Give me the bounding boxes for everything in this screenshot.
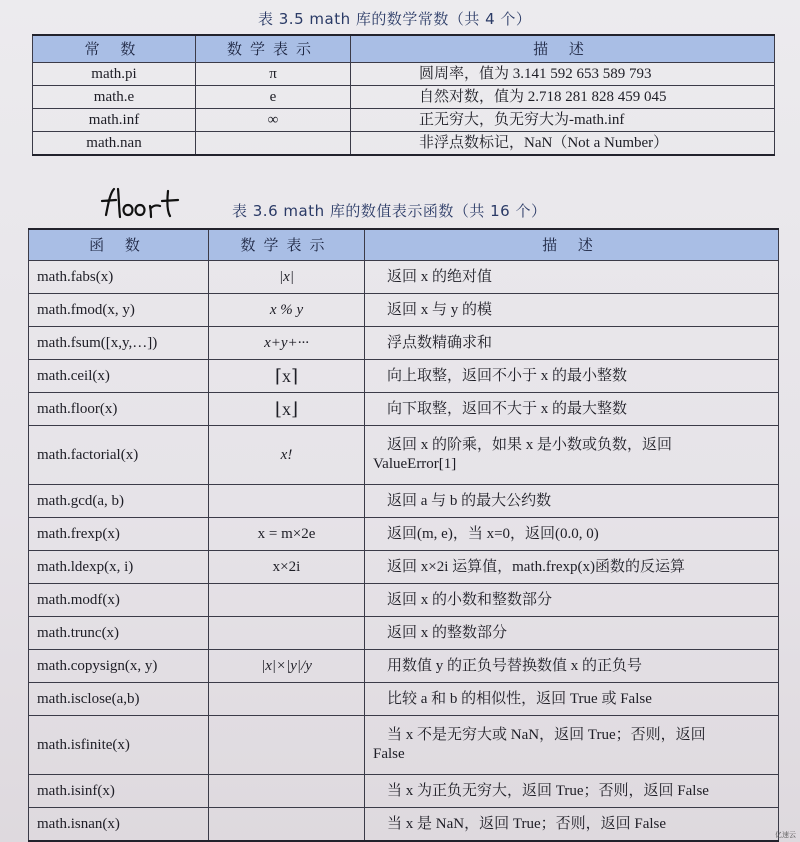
- function-description: 返回 x 的小数和整数部分: [365, 584, 779, 617]
- function-symbol: [209, 485, 365, 518]
- table1-caption: 表 3.5 math 库的数学常数（共 4 个）: [258, 10, 532, 28]
- function-symbol: [209, 617, 365, 650]
- table-row: [29, 294, 779, 327]
- constant-description: 非浮点数标记，NaN（Not a Number）: [351, 132, 775, 156]
- function-name: math.isinf(x): [29, 775, 209, 808]
- header-function: 函 数: [29, 229, 209, 261]
- function-name: math.floor(x): [29, 393, 209, 426]
- table-row: [29, 551, 779, 584]
- table-row: [29, 393, 779, 426]
- description-line-2: False: [373, 746, 405, 762]
- function-description: 浮点数精确求和: [365, 327, 779, 360]
- function-description: 向下取整，返回不大于 x 的最大整数: [365, 393, 779, 426]
- function-symbol: ⌈x⌉: [209, 360, 365, 393]
- table-row: [29, 261, 779, 294]
- function-description: 返回 a 与 b 的最大公约数: [365, 485, 779, 518]
- table-row: [29, 518, 779, 551]
- function-name: math.isnan(x): [29, 808, 209, 842]
- function-name: math.copysign(x, y): [29, 650, 209, 683]
- function-description: 用数值 y 的正负号替换数值 x 的正负号: [365, 650, 779, 683]
- table-row: [29, 485, 779, 518]
- function-symbol: [209, 584, 365, 617]
- abs-x-symbol: |x|: [279, 268, 294, 285]
- function-symbol: x % y: [209, 294, 365, 327]
- function-description: [365, 716, 779, 775]
- constant-name: math.inf: [33, 109, 196, 132]
- constant-name: math.pi: [33, 63, 196, 86]
- function-symbol: [209, 808, 365, 842]
- function-description: 返回 x 的整数部分: [365, 617, 779, 650]
- constant-name: math.nan: [33, 132, 196, 156]
- table-row: [29, 584, 779, 617]
- function-description: 当 x 是 NaN，返回 True；否则，返回 False: [365, 808, 779, 842]
- function-name: math.trunc(x): [29, 617, 209, 650]
- function-symbol: [209, 775, 365, 808]
- functions-table: [28, 228, 779, 842]
- function-name: math.factorial(x): [29, 426, 209, 485]
- header-description: 描 述: [365, 229, 779, 261]
- function-symbol: x×2i: [209, 551, 365, 584]
- constants-table: [32, 34, 775, 156]
- function-name: math.fmod(x, y): [29, 294, 209, 327]
- header-constant: 常 数: [33, 35, 196, 63]
- table2-caption: 表 3.6 math 库的数值表示函数（共 16 个）: [232, 202, 547, 220]
- table-row: [33, 132, 775, 156]
- constant-description: 正无穷大，负无穷大为-math.inf: [351, 109, 775, 132]
- table-row: [29, 327, 779, 360]
- table-row: [29, 683, 779, 716]
- table-header-row: [33, 35, 775, 63]
- table-row: [33, 86, 775, 109]
- header-math-notation: 数学表示: [196, 35, 351, 63]
- function-symbol: [209, 683, 365, 716]
- function-name: math.modf(x): [29, 584, 209, 617]
- function-description: 返回(m, e)，当 x=0，返回(0.0, 0): [365, 518, 779, 551]
- function-description: 向上取整，返回不小于 x 的最小整数: [365, 360, 779, 393]
- table-header-row: [29, 229, 779, 261]
- constant-symbol: ∞: [196, 109, 351, 132]
- table-row: [29, 617, 779, 650]
- function-name: math.ceil(x): [29, 360, 209, 393]
- function-symbol: [209, 716, 365, 775]
- constant-name: math.e: [33, 86, 196, 109]
- description-line-1: 返回 x 的阶乘，如果 x 是小数或负数，返回: [387, 437, 673, 454]
- function-symbol: ⌊x⌋: [209, 393, 365, 426]
- function-name: math.gcd(a, b): [29, 485, 209, 518]
- constant-description: 圆周率，值为 3.141 592 653 589 793: [351, 63, 775, 86]
- function-name: math.isfinite(x): [29, 716, 209, 775]
- table-row: [29, 716, 779, 775]
- header-math-notation: 数学表示: [209, 229, 365, 261]
- function-name: math.ldexp(x, i): [29, 551, 209, 584]
- table-row: [29, 775, 779, 808]
- table-row: [29, 360, 779, 393]
- function-symbol: |x|×|y|/y: [209, 650, 365, 683]
- function-description: 当 x 为正负无穷大，返回 True；否则，返回 False: [365, 775, 779, 808]
- constant-symbol: [196, 132, 351, 156]
- constant-symbol: e: [196, 86, 351, 109]
- table-row: [33, 63, 775, 86]
- header-description: 描 述: [351, 35, 775, 63]
- constant-description: 自然对数，值为 2.718 281 828 459 045: [351, 86, 775, 109]
- table-row: [29, 808, 779, 842]
- function-description: 返回 x 与 y 的模: [365, 294, 779, 327]
- watermark: 亿速云: [775, 831, 796, 839]
- table-row: [29, 426, 779, 485]
- function-symbol: x+y+···: [209, 327, 365, 360]
- function-description: 比较 a 和 b 的相似性，返回 True 或 False: [365, 683, 779, 716]
- handwritten-floor-annotation: [98, 185, 183, 223]
- function-description: 返回 x 的绝对值: [365, 261, 779, 294]
- function-name: math.fsum([x,y,…]): [29, 327, 209, 360]
- function-symbol: [209, 261, 365, 294]
- constant-symbol: π: [196, 63, 351, 86]
- description-line-2: ValueError[1]: [373, 456, 457, 472]
- function-name: math.fabs(x): [29, 261, 209, 294]
- function-description: [365, 426, 779, 485]
- function-name: math.frexp(x): [29, 518, 209, 551]
- function-symbol: x!: [209, 426, 365, 485]
- description-line-1: 当 x 不是无穷大或 NaN，返回 True；否则，返回: [387, 727, 706, 744]
- function-name: math.isclose(a,b): [29, 683, 209, 716]
- table-row: [29, 650, 779, 683]
- function-symbol: x = m×2e: [209, 518, 365, 551]
- table-row: [33, 109, 775, 132]
- function-description: 返回 x×2i 运算值，math.frexp(x)函数的反运算: [365, 551, 779, 584]
